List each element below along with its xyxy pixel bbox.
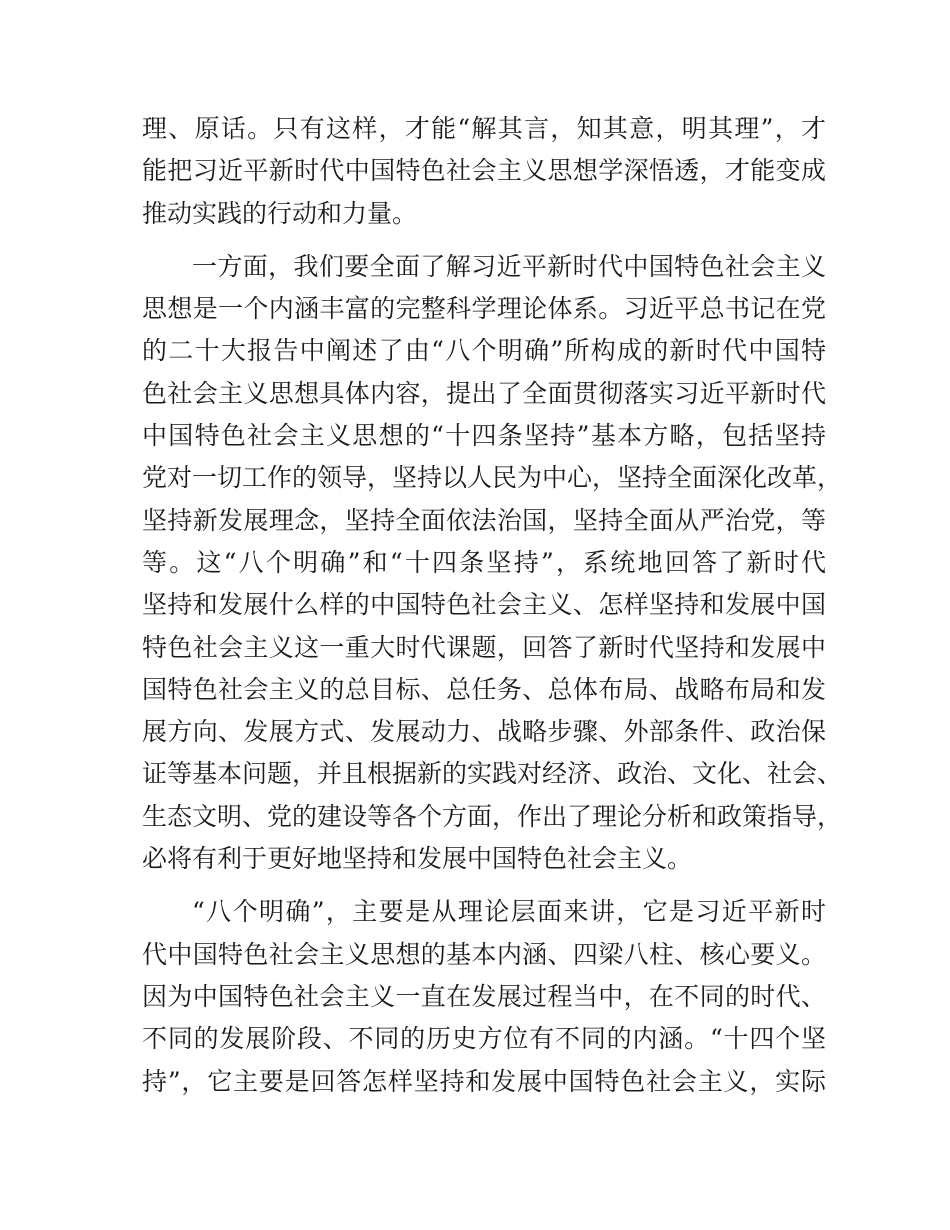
text-line: 展方向、发展方式、发展动力、战略步骤、外部条件、政治保 [142, 717, 826, 747]
paragraph-1 [142, 108, 826, 235]
text-line: 证等基本问题，并且根据新的实践对经济、政治、文化、社会、 [142, 759, 843, 789]
text-line: 因为中国特色社会主义一直在发展过程当中，在不同的时代、 [142, 981, 826, 1011]
text-line: 必将有利于更好地坚持和发展中国特色社会主义。 [142, 844, 693, 874]
text-line: 国特色社会主义的总目标、总任务、总体布局、战略布局和发 [142, 674, 826, 704]
text-line: 持”，它主要是回答怎样坚持和发展中国特色社会主义，实际 [142, 1066, 826, 1096]
text-line: 坚持和发展什么样的中国特色社会主义、怎样坚持和发展中国 [142, 590, 826, 620]
text-line: 等。这“八个明确”和“十四条坚持”，系统地回答了新时代 [142, 547, 826, 577]
paragraph-2 [142, 246, 843, 880]
text-line: 色社会主义思想具体内容，提出了全面贯彻落实习近平新时代 [142, 378, 826, 408]
text-line: 生态文明、党的建设等各个方面，作出了理论分析和政策指导， [142, 801, 843, 831]
text-line: 党对一切工作的领导，坚持以人民为中心，坚持全面深化改革， [142, 463, 843, 493]
text-line: “八个明确”，主要是从理论层面来讲，它是习近平新时 [192, 897, 826, 927]
text-line: 坚持新发展理念，坚持全面依法治国，坚持全面从严治党，等 [142, 505, 826, 535]
text-line: 的二十大报告中阐述了由“八个明确”所构成的新时代中国特 [142, 336, 826, 366]
body-text [142, 108, 843, 1114]
text-line: 思想是一个内涵丰富的完整科学理论体系。习近平总书记在党 [142, 294, 826, 324]
text-line: 理、原话。只有这样，才能“解其言，知其意，明其理”，才 [142, 114, 826, 143]
text-line: 特色社会主义这一重大时代课题，回答了新时代坚持和发展中 [142, 632, 826, 662]
text-line: 代中国特色社会主义思想的基本内涵、四梁八柱、核心要义。 [142, 939, 826, 969]
text-line: 能把习近平新时代中国特色社会主义思想学深悟透，才能变成 [142, 156, 826, 186]
text-line: 中国特色社会主义思想的“十四条坚持”基本方略，包括坚持 [142, 421, 826, 451]
text-line: 不同的发展阶段、不同的历史方位有不同的内涵。“十四个坚 [142, 1024, 826, 1054]
text-line: 一方面，我们要全面了解习近平新时代中国特色社会主义 [192, 251, 826, 281]
paragraph-3 [142, 891, 826, 1102]
text-line: 推动实践的行动和力量。 [142, 198, 418, 228]
